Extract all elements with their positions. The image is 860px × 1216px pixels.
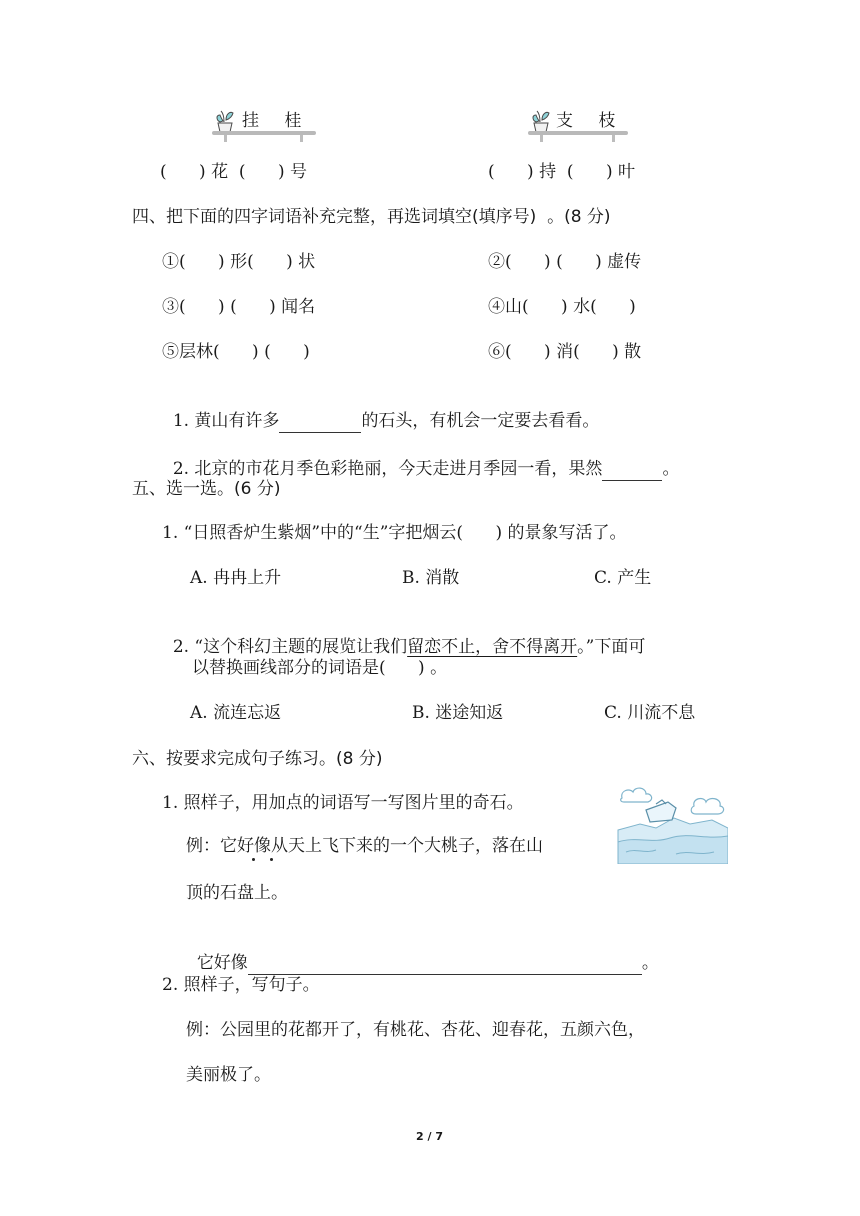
option-a[interactable]: A. 流连忘返 <box>190 703 282 723</box>
section-6-title: 六、按要求完成句子练习。(8 分) <box>132 749 383 769</box>
question-text-after: 。”下面可 <box>577 637 646 657</box>
answer-blank[interactable] <box>279 414 361 433</box>
option-b[interactable]: B. 消散 <box>402 568 460 588</box>
option-a[interactable]: A. 冉冉上升 <box>190 568 282 588</box>
option-c[interactable]: C. 产生 <box>594 568 652 588</box>
shelf-leg <box>612 135 615 142</box>
page-number: 2 / 7 <box>416 1130 443 1143</box>
section-4-question-1 <box>162 385 599 433</box>
q3-row-right: ( ) 持 ( ) 叶 <box>488 162 635 182</box>
emphasis-dot <box>270 858 273 861</box>
shelf-leg <box>224 135 227 142</box>
idiom-item-6: ⑥( ) 消( ) 散 <box>488 342 642 362</box>
section-4-question-2 <box>162 433 679 481</box>
example-2-line-2: 美丽极了。 <box>186 1065 271 1085</box>
idiom-item-4: ④山( ) 水( ) <box>488 297 636 317</box>
idiom-item-1: ①( ) 形( ) 状 <box>162 252 316 272</box>
underlined-phrase: 留恋不止，舍不得离开 <box>407 637 578 657</box>
shelf-leg <box>540 135 543 142</box>
section-5-question-2-line-2: 以替换画线部分的词语是( ) 。 <box>192 658 448 678</box>
example-1-line-2: 顶的石盘上。 <box>186 883 288 903</box>
section-4-title: 四、把下面的四字词语补充完整，再选词填空(填序号) 。(8 分) <box>132 207 611 227</box>
section-5-title: 五、选一选。(6 分) <box>132 479 281 499</box>
answer-suffix: 。 <box>641 953 659 973</box>
question-2-text-before: 2. 北京的市花月季色彩艳丽，今天走进月季园一看，果然 <box>172 459 603 479</box>
section-6-question-2: 2. 照样子，写句子。 <box>162 975 320 995</box>
question-text-before: 2. “这个科幻主题的展览让我们 <box>172 637 408 657</box>
answer-prefix: 它好像 <box>196 953 248 973</box>
example-2-line-1: 例：公园里的花都开了，有桃花、杏花、迎春花，五颜六色， <box>186 1020 645 1040</box>
shelf-right <box>528 108 628 142</box>
shelf-left-label: 挂 桂 <box>242 111 312 131</box>
q3-row-left: ( ) 花 ( ) 号 <box>160 162 307 182</box>
idiom-item-3: ③( ) ( ) 闻名 <box>162 297 316 317</box>
emphasis-dot <box>252 858 255 861</box>
question-1-text-after: 的石头，有机会一定要去看看。 <box>361 411 600 431</box>
section-6-question-1: 1. 照样子，用加点的词语写一写图片里的奇石。 <box>162 793 524 813</box>
shelf-right-label: 支 枝 <box>556 111 626 131</box>
section-5-question-1: 1. “日照香炉生紫烟”中的“生”字把烟云( ) 的景象写活了。 <box>162 523 627 543</box>
strange-rock-illustration <box>616 780 728 864</box>
idiom-item-2: ②( ) ( ) 虚传 <box>488 252 642 272</box>
option-b[interactable]: B. 迷途知返 <box>412 703 504 723</box>
answer-blank[interactable] <box>602 462 662 481</box>
idiom-item-5: ⑤层林( ) ( ) <box>162 342 310 362</box>
shelf-leg <box>300 135 303 142</box>
answer-line-1 <box>186 927 659 975</box>
section-5-question-2 <box>162 611 645 659</box>
question-2-text-after: 。 <box>662 459 680 479</box>
shelf-left <box>212 108 316 142</box>
question-1-text-before: 1. 黄山有许多 <box>172 411 280 431</box>
option-c[interactable]: C. 川流不息 <box>604 703 696 723</box>
example-1-line-1: 例：它好像从天上飞下来的一个大桃子，落在山 <box>186 836 543 856</box>
